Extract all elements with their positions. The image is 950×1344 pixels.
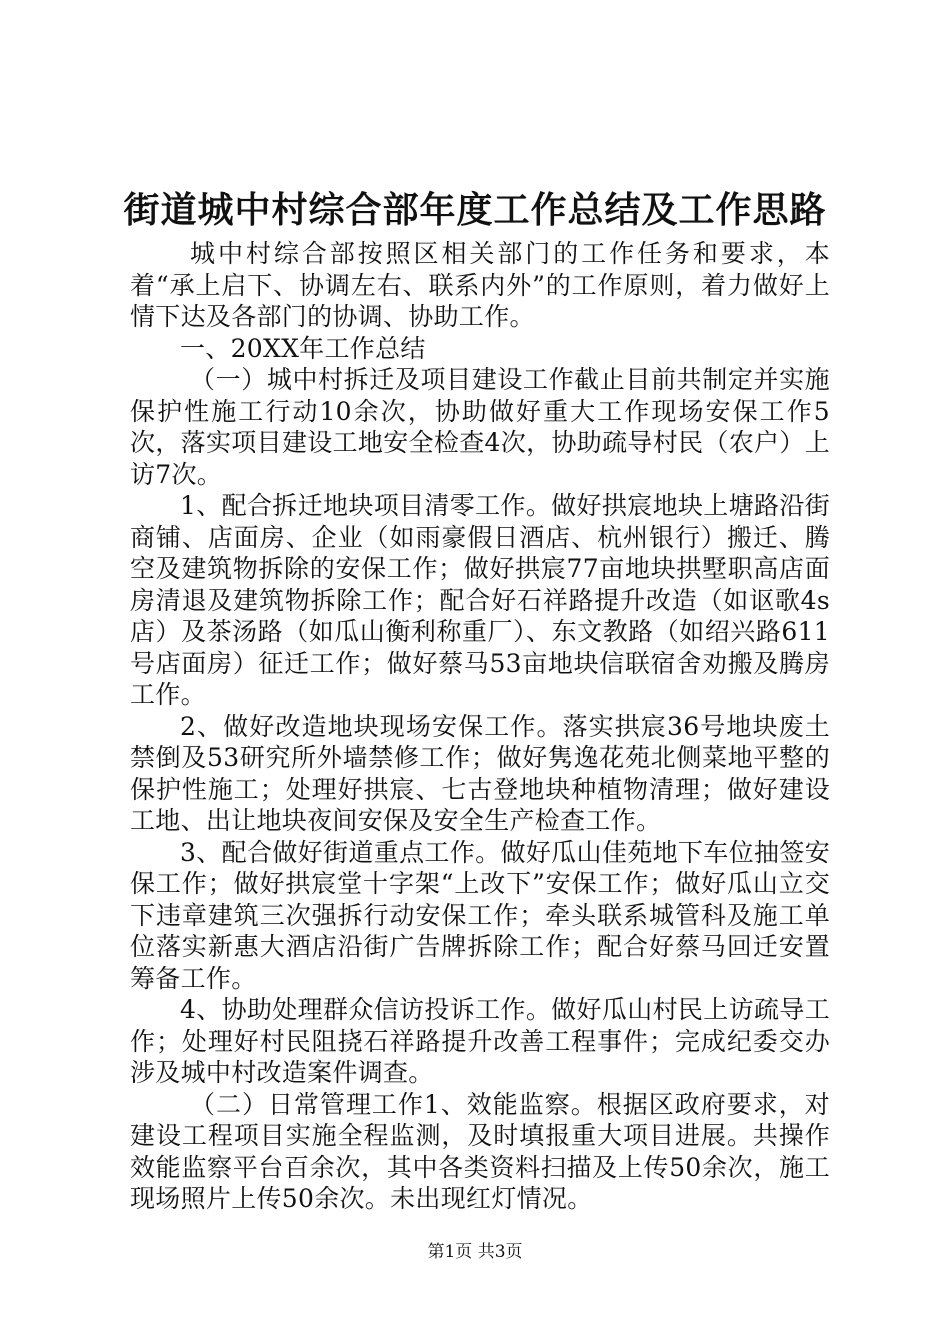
paragraph: （二）日常管理工作1、效能监察。根据区政府要求，对建设工程项目实施全程监测，及时填报重大项目进展。共操作效能监察平台百余次，其中各类资料扫描及上传50余次，施工现场照片上传50余次。未出现红灯情况。: [130, 1089, 830, 1213]
document-title: 街道城中村综合部年度工作总结及工作思路: [123, 189, 827, 231]
paragraph: 1、配合拆迁地块项目清零工作。做好拱宸地块上塘路沿街商铺、店面房、企业（如雨豪假日酒店、杭州银行）搬迁、腾空及建筑物拆除的安保工作；做好拱宸77亩地块拱墅职高店面房清退及建筑物拆除工作；配合好石祥路提升改造（如讴歌4s店）及茶汤路（如瓜山衡利称重厂）、东文教路（如绍兴路611号店面房）征迁工作；做好蔡马53亩地块信联宿舍劝搬及腾房工作。: [130, 491, 830, 709]
paragraph: 4、协助处理群众信访投诉工作。做好瓜山村民上访疏导工作；处理好村民阻挠石祥路提升改善工程事件；完成纪委交办涉及城中村改造案件调查。: [130, 995, 830, 1087]
paragraph: 2、做好改造地块现场安保工作。落实拱宸36号地块废土禁倒及53研究所外墙禁修工作；做好隽逸花苑北侧菜地平整的保护性施工；处理好拱宸、七古登地块种植物清理；做好建设工地、出让地块夜间安保及安全生产检查工作。: [130, 711, 830, 835]
paragraph: 城中村综合部按照区相关部门的工作任务和要求，本着“承上启下、协调左右、联系内外”的工作原则，着力做好上情下达及各部门的协调、协助工作。: [130, 239, 830, 331]
document-body: [130, 238, 830, 1215]
paragraph: 3、配合做好街道重点工作。做好瓜山佳苑地下车位抽签安保工作；做好拱宸堂十字架“上改下”安保工作；做好瓜山立交下违章建筑三次强拆行动安保工作；牵头联系城管科及施工单位落实新惠大酒店沿街广告牌拆除工作；配合好蔡马回迁安置筹备工作。: [130, 837, 830, 993]
page-number: 第1页 共3页: [427, 1242, 523, 1262]
section-heading: 一、20XX年工作总结: [180, 333, 426, 363]
paragraph: （一）城中村拆迁及项目建设工作截止目前共制定并实施保护性施工行动10余次，协助做好重大工作现场安保工作5次，落实项目建设工地安全检查4次，协助疏导村民（农户）上访7次。: [130, 365, 830, 489]
